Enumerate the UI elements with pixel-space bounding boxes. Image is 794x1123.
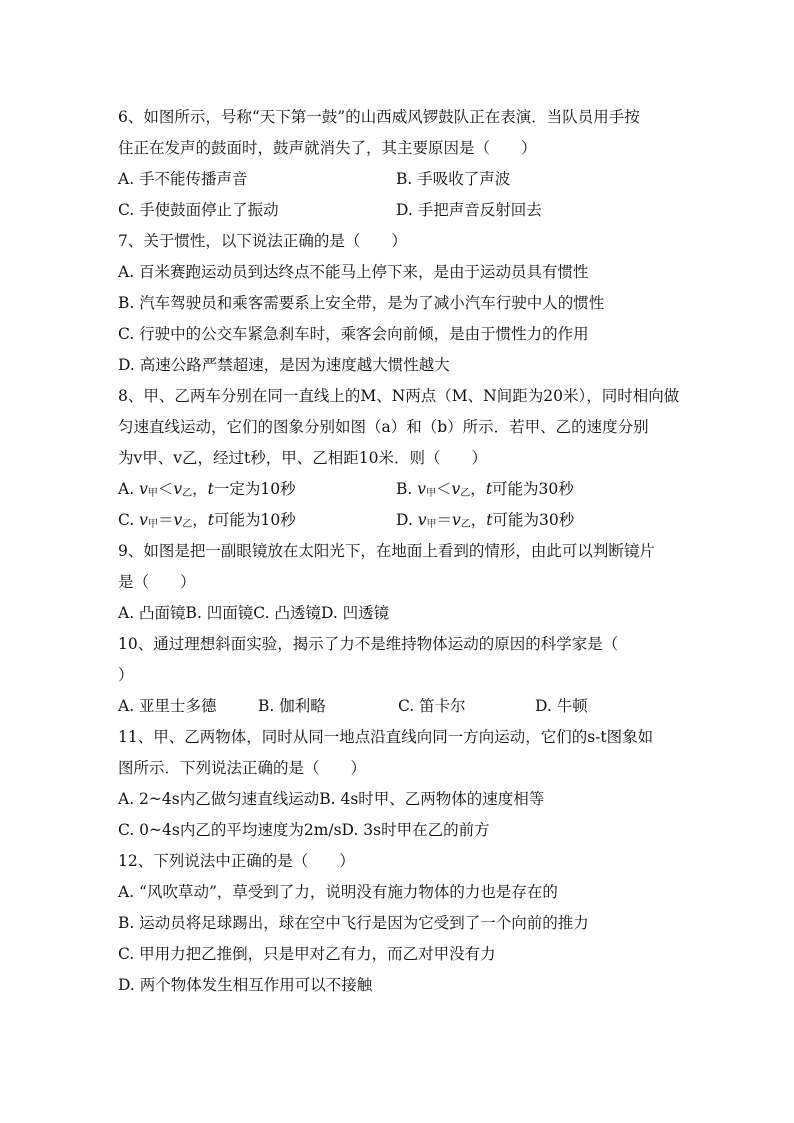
q10-option-b: B. 伽利略 xyxy=(258,697,326,715)
q8-options-row2 xyxy=(118,505,678,536)
q8-stem-line1: 8、甲、乙两车分别在同一直线上的M、N两点（M、N间距为20米），同时相向做 xyxy=(118,387,680,405)
q12-option-b: B. 运动员将足球踢出，球在空中飞行是因为它受到了一个向前的推力 xyxy=(118,914,589,932)
q11-options-ab: A. 2~4s内乙做匀速直线运动B. 4s时甲、乙两物体的速度相等 xyxy=(118,790,545,808)
q9-stem-line2: 是（ ） xyxy=(118,573,196,591)
q8-stem-line3: 为v甲、v乙，经过t秒，甲、乙相距10米．则（ ） xyxy=(118,449,487,467)
q12-option-d: D. 两个物体发生相互作用可以不接触 xyxy=(118,976,373,994)
q10-options-row xyxy=(118,691,678,722)
q12-option-a: A. “风吹草动”，草受到了力，说明没有施力物体的力也是存在的 xyxy=(118,883,558,901)
q6-options-row1 xyxy=(118,164,678,195)
q6-option-b: B. 手吸收了声波 xyxy=(396,170,511,188)
q12-stem: 12、下列说法中正确的是（ ） xyxy=(118,852,355,870)
q8-option-d: D. $v_甲=v_乙$，t可能为30秒 xyxy=(396,511,575,530)
q9-options: A. 凸面镜B. 凹面镜C. 凸透镜D. 凹透镜 xyxy=(118,604,390,622)
q8-option-b: B. $v_甲<v_乙$，t可能为30秒 xyxy=(396,480,574,499)
q10-stem-line1: 10、通过理想斜面实验，揭示了力不是维持物体运动的原因的科学家是（ xyxy=(118,635,619,653)
q10-option-a: A. 亚里士多德 xyxy=(118,697,217,715)
q11-stem-line2: 图所示．下列说法正确的是（ ） xyxy=(118,759,367,777)
q6-stem-line1: 6、如图所示，号称“天下第一鼓”的山西威风锣鼓队正在表演．当队员用手按 xyxy=(118,108,640,126)
q7-option-a: A. 百米赛跑运动员到达终点不能马上停下来，是由于运动员具有惯性 xyxy=(118,263,589,281)
q10-option-d: D. 牛顿 xyxy=(535,697,588,715)
q9-stem-line1: 9、如图是把一副眼镜放在太阳光下，在地面上看到的情形，由此可以判断镜片 xyxy=(118,542,655,560)
q10-stem-line2: ） xyxy=(118,666,134,684)
q11-stem-line1: 11、甲、乙两物体，同时从同一地点沿直线向同一方向运动，它们的s-t图象如 xyxy=(118,728,654,746)
q11-options-cd: C. 0~4s内乙的平均速度为2m/sD. 3s时甲在乙的前方 xyxy=(118,821,490,839)
q6-option-a: A. 手不能传播声音 xyxy=(118,170,248,188)
q6-option-d: D. 手把声音反射回去 xyxy=(396,201,542,219)
exam-page xyxy=(118,102,678,1001)
q7-option-c: C. 行驶中的公交车紧急刹车时，乘客会向前倾，是由于惯性力的作用 xyxy=(118,325,589,343)
q8-options-row1 xyxy=(118,474,678,505)
q8-option-c: C. $v_甲=v_乙$，t可能为10秒 xyxy=(118,511,296,530)
q7-option-b: B. 汽车驾驶员和乘客需要系上安全带，是为了减小汽车行驶中人的惯性 xyxy=(118,294,605,312)
q6-stem-line2: 住正在发声的鼓面时，鼓声就消失了，其主要原因是（ ） xyxy=(118,139,537,157)
q8-option-a: A. $v_甲<v_乙$，t一定为10秒 xyxy=(118,480,296,499)
q6-options-row2 xyxy=(118,195,678,226)
q6-option-c: C. 手使鼓面停止了振动 xyxy=(118,201,279,219)
q7-option-d: D. 高速公路严禁超速，是因为速度越大惯性越大 xyxy=(118,356,450,374)
q12-option-c: C. 甲用力把乙推倒，只是甲对乙有力，而乙对甲没有力 xyxy=(118,945,496,963)
q7-stem: 7、关于惯性，以下说法正确的是（ ） xyxy=(118,232,407,250)
q8-stem-line2: 匀速直线运动，它们的图象分别如图（a）和（b）所示．若甲、乙的速度分别 xyxy=(118,418,649,436)
q10-option-c: C. 笛卡尔 xyxy=(398,697,466,715)
